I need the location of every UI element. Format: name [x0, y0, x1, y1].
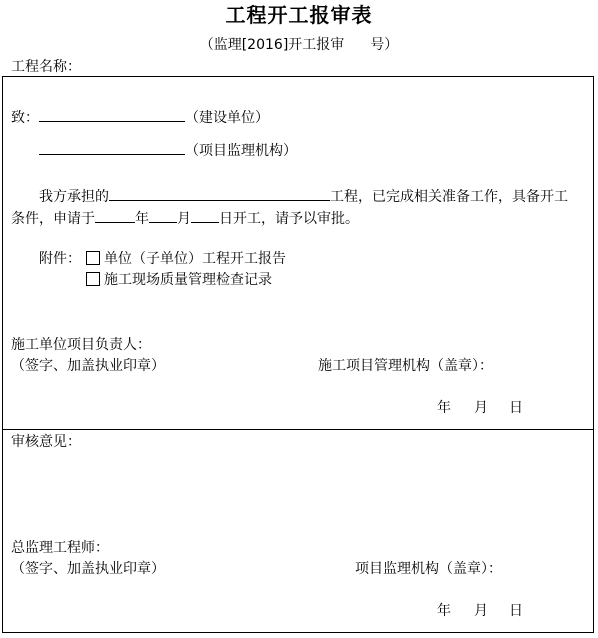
supervision-org-label: （项目监理机构） [185, 143, 297, 159]
body-line-1 [39, 185, 568, 206]
subtitle-number-label: 号） [370, 37, 399, 53]
attachment-checkbox[interactable] [86, 272, 100, 286]
contractor-date-day: 日 [509, 400, 523, 416]
body-after-project: 工程，已完成相关准备工作，具备开工 [330, 189, 568, 205]
addressee-line-2 [39, 139, 297, 160]
contractor-sign-note: （签字、加盖执业印章） [11, 358, 165, 374]
supervision-org-blank[interactable] [39, 139, 185, 155]
subtitle-year: 2016 [247, 37, 283, 53]
review-opinion-label: 审核意见： [11, 434, 81, 450]
review-date-day: 日 [509, 603, 523, 619]
start-month-blank[interactable] [149, 207, 177, 223]
contractor-date-year: 年 [437, 400, 451, 416]
review-date-year: 年 [437, 603, 451, 619]
construction-unit-blank[interactable] [39, 106, 185, 122]
section-divider [2, 429, 594, 430]
project-blank[interactable] [109, 185, 330, 201]
contractor-manager-label: 施工单位项目负责人： [11, 337, 151, 353]
body-intro: 我方承担的 [39, 189, 109, 205]
start-day-blank[interactable] [191, 207, 219, 223]
project-name-label: 工程名称： [11, 59, 81, 75]
month-label: 月 [177, 211, 191, 227]
form-subtitle [0, 36, 598, 54]
day-label: 日开工，请予以审批。 [219, 211, 359, 227]
year-label: 年 [135, 211, 149, 227]
attachment-checkbox[interactable] [86, 251, 100, 265]
body-line-2 [11, 207, 359, 228]
to-label: 致： [11, 110, 39, 126]
attachment-item [86, 250, 286, 268]
subtitle-prefix: （监理[ [199, 37, 248, 53]
construction-unit-label: （建设单位） [185, 110, 269, 126]
addressee-line-1 [11, 106, 269, 127]
attachment-item-label: 施工现场质量管理检查记录 [104, 272, 272, 288]
contractor-date-month: 月 [474, 400, 488, 416]
attachments-label: 附件： [39, 251, 81, 267]
form-title: 工程开工报审表 [225, 3, 373, 27]
attachment-item [86, 271, 272, 289]
review-sign-note: （签字、加盖执业印章） [11, 561, 165, 577]
supervision-org-seal: 项目监理机构（盖章）： [355, 561, 502, 577]
body-line2-prefix: 条件，申请于 [11, 211, 95, 227]
subtitle-suffix: ]开工报审 [282, 37, 345, 53]
attachment-item-label: 单位（子单位）工程开工报告 [104, 251, 286, 267]
review-date-month: 月 [474, 603, 488, 619]
chief-engineer-label: 总监理工程师： [11, 540, 109, 556]
contractor-org-seal: 施工项目管理机构（盖章）： [318, 358, 493, 374]
start-year-blank[interactable] [95, 207, 135, 223]
